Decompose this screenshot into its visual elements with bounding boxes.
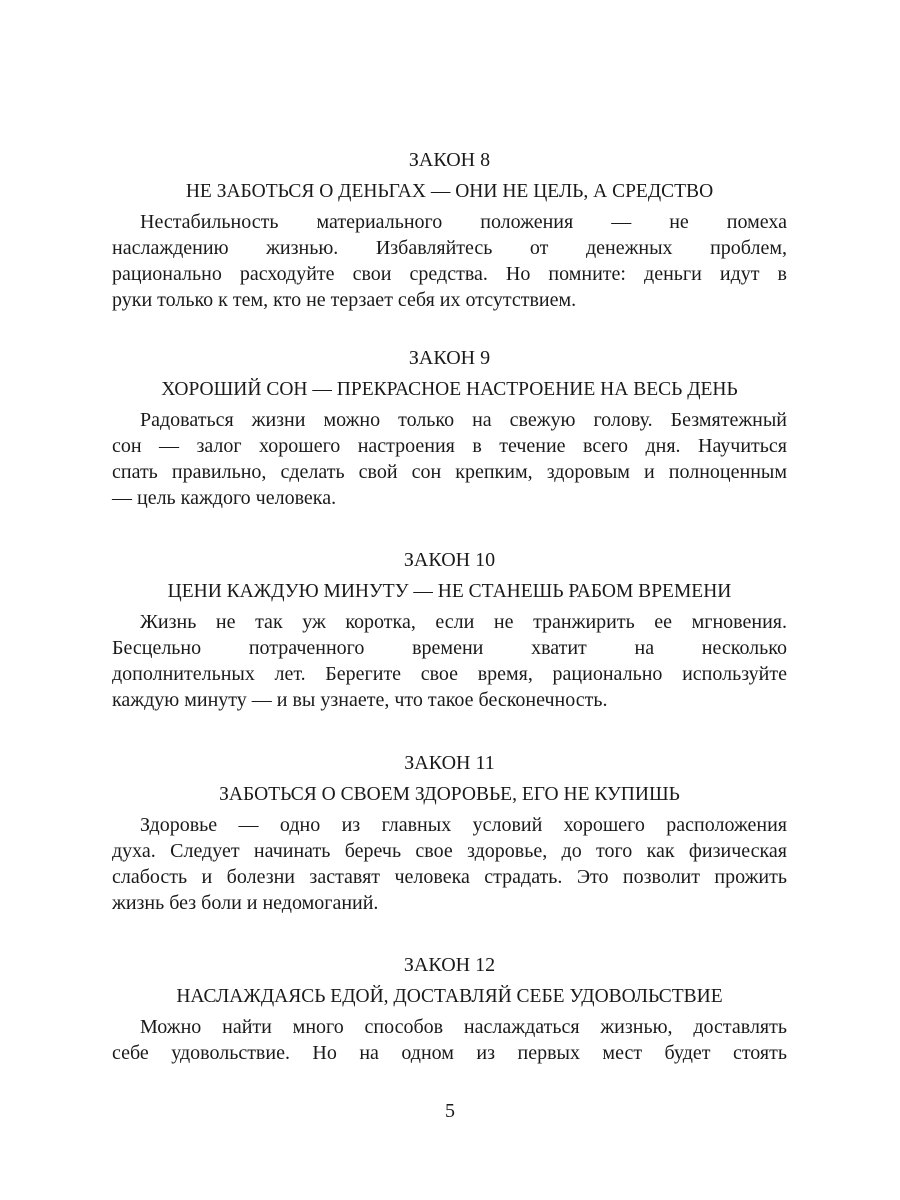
law-section [112, 750, 787, 916]
law-number: ЗАКОН 12 [403, 954, 496, 976]
law-paragraph [112, 812, 787, 916]
law-title: ЦЕНИ КАЖДУЮ МИНУТУ — НЕ СТАНЕШЬ РАБОМ ВРЕМЕНИ [167, 581, 732, 602]
law-title: НАСЛАЖДАЯСЬ ЕДОЙ, ДОСТАВЛЯЙ СЕБЕ УДОВОЛЬСТВИЕ [176, 986, 723, 1007]
paragraph-line: дополнительных лет. Берегите свое время, рационально используйте [112, 663, 787, 685]
law-section [112, 547, 787, 713]
paragraph-line: Жизнь не так уж коротка, если не транжирить ее мгновения. [140, 611, 787, 633]
law-number: ЗАКОН 8 [408, 149, 491, 171]
law-paragraph [112, 209, 787, 313]
paragraph-line: Бесцельно потраченного времени хватит на несколько [112, 637, 787, 659]
page-number: 5 [445, 1100, 455, 1122]
paragraph-line: каждую минуту — и вы узнаете, что такое бесконечность. [112, 689, 608, 711]
paragraph-line: Радоваться жизни можно только на свежую голову. Безмятежный [140, 409, 787, 431]
paragraph-line: — цель каждого человека. [112, 487, 337, 509]
law-section [112, 147, 787, 313]
paragraph-line: сон — залог хорошего настроения в течение всего дня. Научиться [112, 435, 787, 457]
law-title: ХОРОШИЙ СОН — ПРЕКРАСНОЕ НАСТРОЕНИЕ НА ВЕСЬ ДЕНЬ [161, 379, 738, 400]
paragraph-line: слабость и болезни заставят человека страдать. Это позволит прожить [112, 866, 787, 888]
paragraph-line: духа. Следует начинать беречь свое здоровье, до того как физическая [112, 840, 787, 862]
paragraph-line: себе удовольствие. Но на одном из первых мест будет стоять [112, 1042, 787, 1064]
paragraph-line: Нестабильность материального положения — не помеха [140, 211, 787, 233]
law-number: ЗАКОН 11 [404, 752, 495, 774]
law-section [112, 952, 787, 1066]
paragraph-line: Можно найти много способов наслаждаться жизнью, доставлять [140, 1016, 787, 1038]
law-paragraph [112, 1014, 787, 1066]
paragraph-line: руки только к тем, кто не терзает себя их отсутствием. [112, 289, 577, 311]
law-title: ЗАБОТЬСЯ О СВОЕМ ЗДОРОВЬЕ, ЕГО НЕ КУПИШЬ [219, 784, 680, 805]
law-number: ЗАКОН 9 [408, 347, 491, 369]
law-paragraph [112, 407, 787, 511]
paragraph-line: спать правильно, сделать свой сон крепким, здоровым и полноценным [112, 461, 787, 483]
law-number: ЗАКОН 10 [403, 549, 496, 571]
law-paragraph [112, 609, 787, 713]
paragraph-line: жизнь без боли и недомоганий. [112, 892, 379, 914]
law-section [112, 345, 787, 511]
law-title: НЕ ЗАБОТЬСЯ О ДЕНЬГАХ — ОНИ НЕ ЦЕЛЬ, А СРЕДСТВО [185, 181, 714, 202]
paragraph-line: рационально расходуйте свои средства. Но помните: деньги идут в [112, 263, 787, 285]
paragraph-line: Здоровье — одно из главных условий хорошего расположения [140, 814, 787, 836]
paragraph-line: наслаждению жизнью. Избавляйтесь от денежных проблем, [112, 237, 787, 259]
